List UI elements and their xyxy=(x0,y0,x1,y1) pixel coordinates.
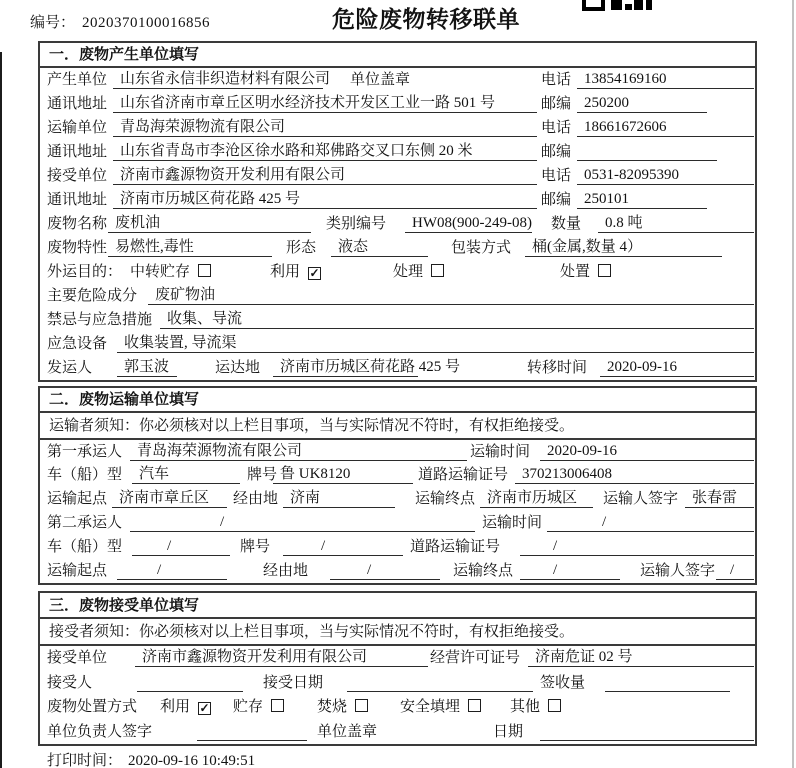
endpoint-label: 运输终点 xyxy=(453,563,514,579)
option-label: 贮存 xyxy=(233,699,264,715)
checkbox-transfer-storage xyxy=(198,264,211,277)
address-value: 山东省青岛市李沧区徐水路和郑佛路交叉口东侧 20 米 xyxy=(113,143,537,161)
unit-seal-label: 单位盖章 xyxy=(350,72,411,88)
receiver-label: 接受单位 xyxy=(47,168,108,184)
accept-date-label: 接受日期 xyxy=(263,675,324,691)
form-row-first-carrier xyxy=(40,440,755,464)
endpoint-value: 济南市历城区 xyxy=(480,490,593,508)
accept-date-value xyxy=(347,674,533,692)
address-value: 济南市历城区荷花路 425 号 xyxy=(113,191,537,209)
zip-value xyxy=(577,143,717,161)
carrier1-label: 第一承运人 xyxy=(47,444,123,460)
checkbox-other xyxy=(548,699,561,712)
checkbox-treat xyxy=(431,264,444,277)
form-row-taboo-measures xyxy=(40,308,755,332)
vehicle-type-label: 车（船）型 xyxy=(47,539,123,555)
character-label: 废物特性 xyxy=(47,240,108,256)
disposal-option-landfill xyxy=(400,695,481,716)
shipper-label: 发运人 xyxy=(47,360,93,376)
phone-label: 电话 xyxy=(541,120,572,136)
shipper-value: 郭玉波 xyxy=(117,359,177,377)
qr-code-partial-icon xyxy=(580,0,654,11)
character-value: 易燃性,毒性 xyxy=(108,239,272,257)
carrier-sign-label: 运输人签字 xyxy=(603,491,679,507)
section3-receiver-box xyxy=(38,591,757,746)
unit-seal-label: 单位盖章 xyxy=(317,724,378,740)
form-row-producer-address xyxy=(40,92,755,116)
zip-label: 邮编 xyxy=(541,192,572,208)
print-time xyxy=(47,749,255,768)
address-label: 通讯地址 xyxy=(47,96,108,112)
road-license-label: 道路运输证号 xyxy=(418,467,509,483)
phone-value: 13854169160 xyxy=(577,71,754,89)
vehicle-type-value: 汽车 xyxy=(132,466,240,484)
option-label: 处置 xyxy=(560,264,591,280)
hazard-label: 主要危险成分 xyxy=(47,288,138,304)
transport-time-label: 运输时间 xyxy=(482,515,543,531)
zip-label: 邮编 xyxy=(541,96,572,112)
equipment-label: 应急设备 xyxy=(47,336,108,352)
received-qty-value xyxy=(605,674,730,692)
form-row-transporter xyxy=(40,116,755,140)
permit-label: 经营许可证号 xyxy=(430,650,521,666)
form-row-outbound-purpose xyxy=(40,260,755,284)
form-row-transporter-address xyxy=(40,140,755,164)
vehicle-type-label: 车（船）型 xyxy=(47,467,123,483)
plate-value: / xyxy=(283,538,403,556)
form-row-route2 xyxy=(40,559,755,583)
page-title: 危险废物转移联单 xyxy=(332,6,520,32)
form-row-second-carrier xyxy=(40,511,755,535)
vehicle-type-value: / xyxy=(132,538,230,556)
form-row-receiver xyxy=(40,164,755,188)
road-license-label: 道路运输证号 xyxy=(410,539,501,555)
road-license-value: 370213006408 xyxy=(515,466,754,484)
option-label: 其他 xyxy=(510,699,541,715)
plate-label: 牌号 xyxy=(247,467,278,483)
phone-label: 电话 xyxy=(541,168,572,184)
destination-value: 济南市历城区荷花路 425 号 xyxy=(273,359,418,377)
transporter-label: 运输单位 xyxy=(47,120,108,136)
transport-time-value: / xyxy=(547,514,754,532)
print-time-label: 打印时间： xyxy=(47,753,123,768)
carrier-sign-label: 运输人签字 xyxy=(640,563,716,579)
disposal-label: 废物处置方式 xyxy=(47,699,138,715)
accept-unit-value: 济南市鑫源物资开发利用有限公司 xyxy=(135,649,428,667)
form-row-waste-character xyxy=(40,236,755,260)
section2-transporter-box xyxy=(38,386,757,585)
address-value: 山东省济南市章丘区明水经济技术开发区工业一路 501 号 xyxy=(113,95,537,113)
transfer-date-value: 2020-09-16 xyxy=(600,359,754,377)
packing-label: 包装方式 xyxy=(451,240,512,256)
form-row-disposal-method xyxy=(40,695,755,719)
purpose-option-transfer-storage xyxy=(130,260,211,281)
scan-edge-line-left xyxy=(0,52,2,768)
scan-edge-line-right xyxy=(792,0,794,768)
plate-value: 鲁 UK8120 xyxy=(273,466,413,484)
form-row-route1 xyxy=(40,487,755,511)
waste-name-value: 废机油 xyxy=(108,215,311,233)
plate-label: 牌号 xyxy=(240,539,271,555)
taboo-label: 禁忌与应急措施 xyxy=(47,312,153,328)
transport-time-value: 2020-09-16 xyxy=(540,443,754,461)
carrier-sign-value: 张春雷 xyxy=(685,490,754,508)
road-license-value: / xyxy=(520,538,754,556)
equipment-value: 收集装置, 导流渠 xyxy=(117,335,754,353)
origin-value: 济南市章丘区 xyxy=(112,490,227,508)
form-row-receiver-address xyxy=(40,188,755,212)
carrier2-label: 第二承运人 xyxy=(47,515,123,531)
form-row-shipper xyxy=(40,356,755,380)
section3-notice: 接受者须知：你必须核对以上栏目事项，当与实际情况不符时，有权拒绝接受。 xyxy=(40,619,755,646)
destination-label: 运达地 xyxy=(215,360,261,376)
address-label: 通讯地址 xyxy=(47,192,108,208)
acceptor-label: 接受人 xyxy=(47,675,93,691)
zip-label: 邮编 xyxy=(541,144,572,160)
producer-value: 山东省永信非织造材料有限公司 xyxy=(113,71,323,89)
origin-label: 运输起点 xyxy=(47,491,108,507)
doc-number-label: 编号： xyxy=(30,15,76,31)
option-label: 中转贮存 xyxy=(130,264,191,280)
category-value: HW08(900-249-08) xyxy=(405,215,532,233)
checkbox-utilize-checked: ✓ xyxy=(309,266,320,280)
print-time-value: 2020-09-16 10:49:51 xyxy=(128,753,256,768)
form-row-waste-name xyxy=(40,212,755,236)
form-row-manager-sign xyxy=(40,720,755,744)
endpoint-value: / xyxy=(520,562,620,580)
form-row-vehicle1 xyxy=(40,463,755,487)
purpose-option-dispose xyxy=(560,260,611,281)
section2-notice: 运输者须知：你必须核对以上栏目事项，当与实际情况不符时，有权拒绝接受。 xyxy=(40,413,755,440)
acceptor-value xyxy=(137,674,243,692)
doc-number-value: 2020370100016856 xyxy=(82,15,211,31)
quantity-value: 0.8 吨 xyxy=(598,215,754,233)
form-row-emergency-equipment xyxy=(40,332,755,356)
via-label: 经由地 xyxy=(233,491,279,507)
date-value xyxy=(540,723,754,741)
disposal-option-incinerate xyxy=(317,695,368,716)
purpose-option-treat xyxy=(393,260,444,281)
carrier2-value: / xyxy=(130,514,475,532)
via-value: / xyxy=(330,562,440,580)
section1-title: 一．废物产生单位填写 xyxy=(40,43,755,68)
checkbox-dispose xyxy=(598,264,611,277)
via-label: 经由地 xyxy=(263,563,309,579)
form-row-accept-unit xyxy=(40,646,755,670)
phone-value: 18661672606 xyxy=(577,119,754,137)
address-label: 通讯地址 xyxy=(47,144,108,160)
received-qty-label: 签收量 xyxy=(540,675,586,691)
taboo-value: 收集、导流 xyxy=(160,311,754,329)
option-label: 焚烧 xyxy=(317,699,348,715)
transporter-value: 青岛海荣源物流有限公司 xyxy=(113,119,537,137)
form-state-value: 液态 xyxy=(331,239,428,257)
phone-label: 电话 xyxy=(541,72,572,88)
option-label: 处理 xyxy=(393,264,424,280)
purpose-label: 外运目的： xyxy=(47,264,123,280)
form-row-main-hazard xyxy=(40,284,755,308)
accept-unit-label: 接受单位 xyxy=(47,650,108,666)
transport-time-label: 运输时间 xyxy=(470,444,531,460)
doc-number xyxy=(30,11,210,32)
option-label: 利用 xyxy=(270,264,301,280)
via-value: 济南 xyxy=(283,490,395,508)
form-row-acceptor xyxy=(40,671,755,695)
manager-sign-label: 单位负责人签字 xyxy=(47,724,153,740)
quantity-label: 数量 xyxy=(551,216,582,232)
section1-producer-box xyxy=(38,41,757,382)
phone-value: 0531-82095390 xyxy=(577,167,754,185)
option-label: 利用 xyxy=(160,699,191,715)
disposal-option-other xyxy=(510,695,561,716)
date-label: 日期 xyxy=(493,724,524,740)
option-label: 安全填埋 xyxy=(400,699,461,715)
manager-sign-value xyxy=(197,723,307,741)
section2-title: 二．废物运输单位填写 xyxy=(40,388,755,413)
purpose-option-utilize xyxy=(270,260,321,281)
disposal-option-utilize xyxy=(160,695,211,716)
zip-value: 250101 xyxy=(577,191,707,209)
carrier1-value: 青岛海荣源物流有限公司 xyxy=(130,443,467,461)
carrier-sign-value: / xyxy=(716,562,754,580)
permit-value: 济南危证 02 号 xyxy=(528,649,754,667)
producer-label: 产生单位 xyxy=(47,72,108,88)
checkbox-utilize-checked: ✓ xyxy=(199,701,210,715)
form-row-producer xyxy=(40,68,755,92)
endpoint-label: 运输终点 xyxy=(415,491,476,507)
category-label: 类别编号 xyxy=(326,216,387,232)
disposal-option-storage xyxy=(233,695,284,716)
transfer-date-label: 转移时间 xyxy=(527,360,588,376)
origin-label: 运输起点 xyxy=(47,563,108,579)
form-state-label: 形态 xyxy=(286,240,317,256)
section3-title: 三．废物接受单位填写 xyxy=(40,593,755,619)
receiver-value: 济南市鑫源物资开发利用有限公司 xyxy=(113,167,537,185)
packing-value: 桶(金属,数量 4） xyxy=(525,239,722,257)
form-row-vehicle2 xyxy=(40,535,755,559)
waste-name-label: 废物名称 xyxy=(47,216,108,232)
checkbox-storage xyxy=(271,699,284,712)
hazard-value: 废矿物油 xyxy=(148,287,754,305)
checkbox-incinerate xyxy=(355,699,368,712)
origin-value: / xyxy=(117,562,227,580)
zip-value: 250200 xyxy=(577,95,707,113)
checkbox-landfill xyxy=(468,699,481,712)
